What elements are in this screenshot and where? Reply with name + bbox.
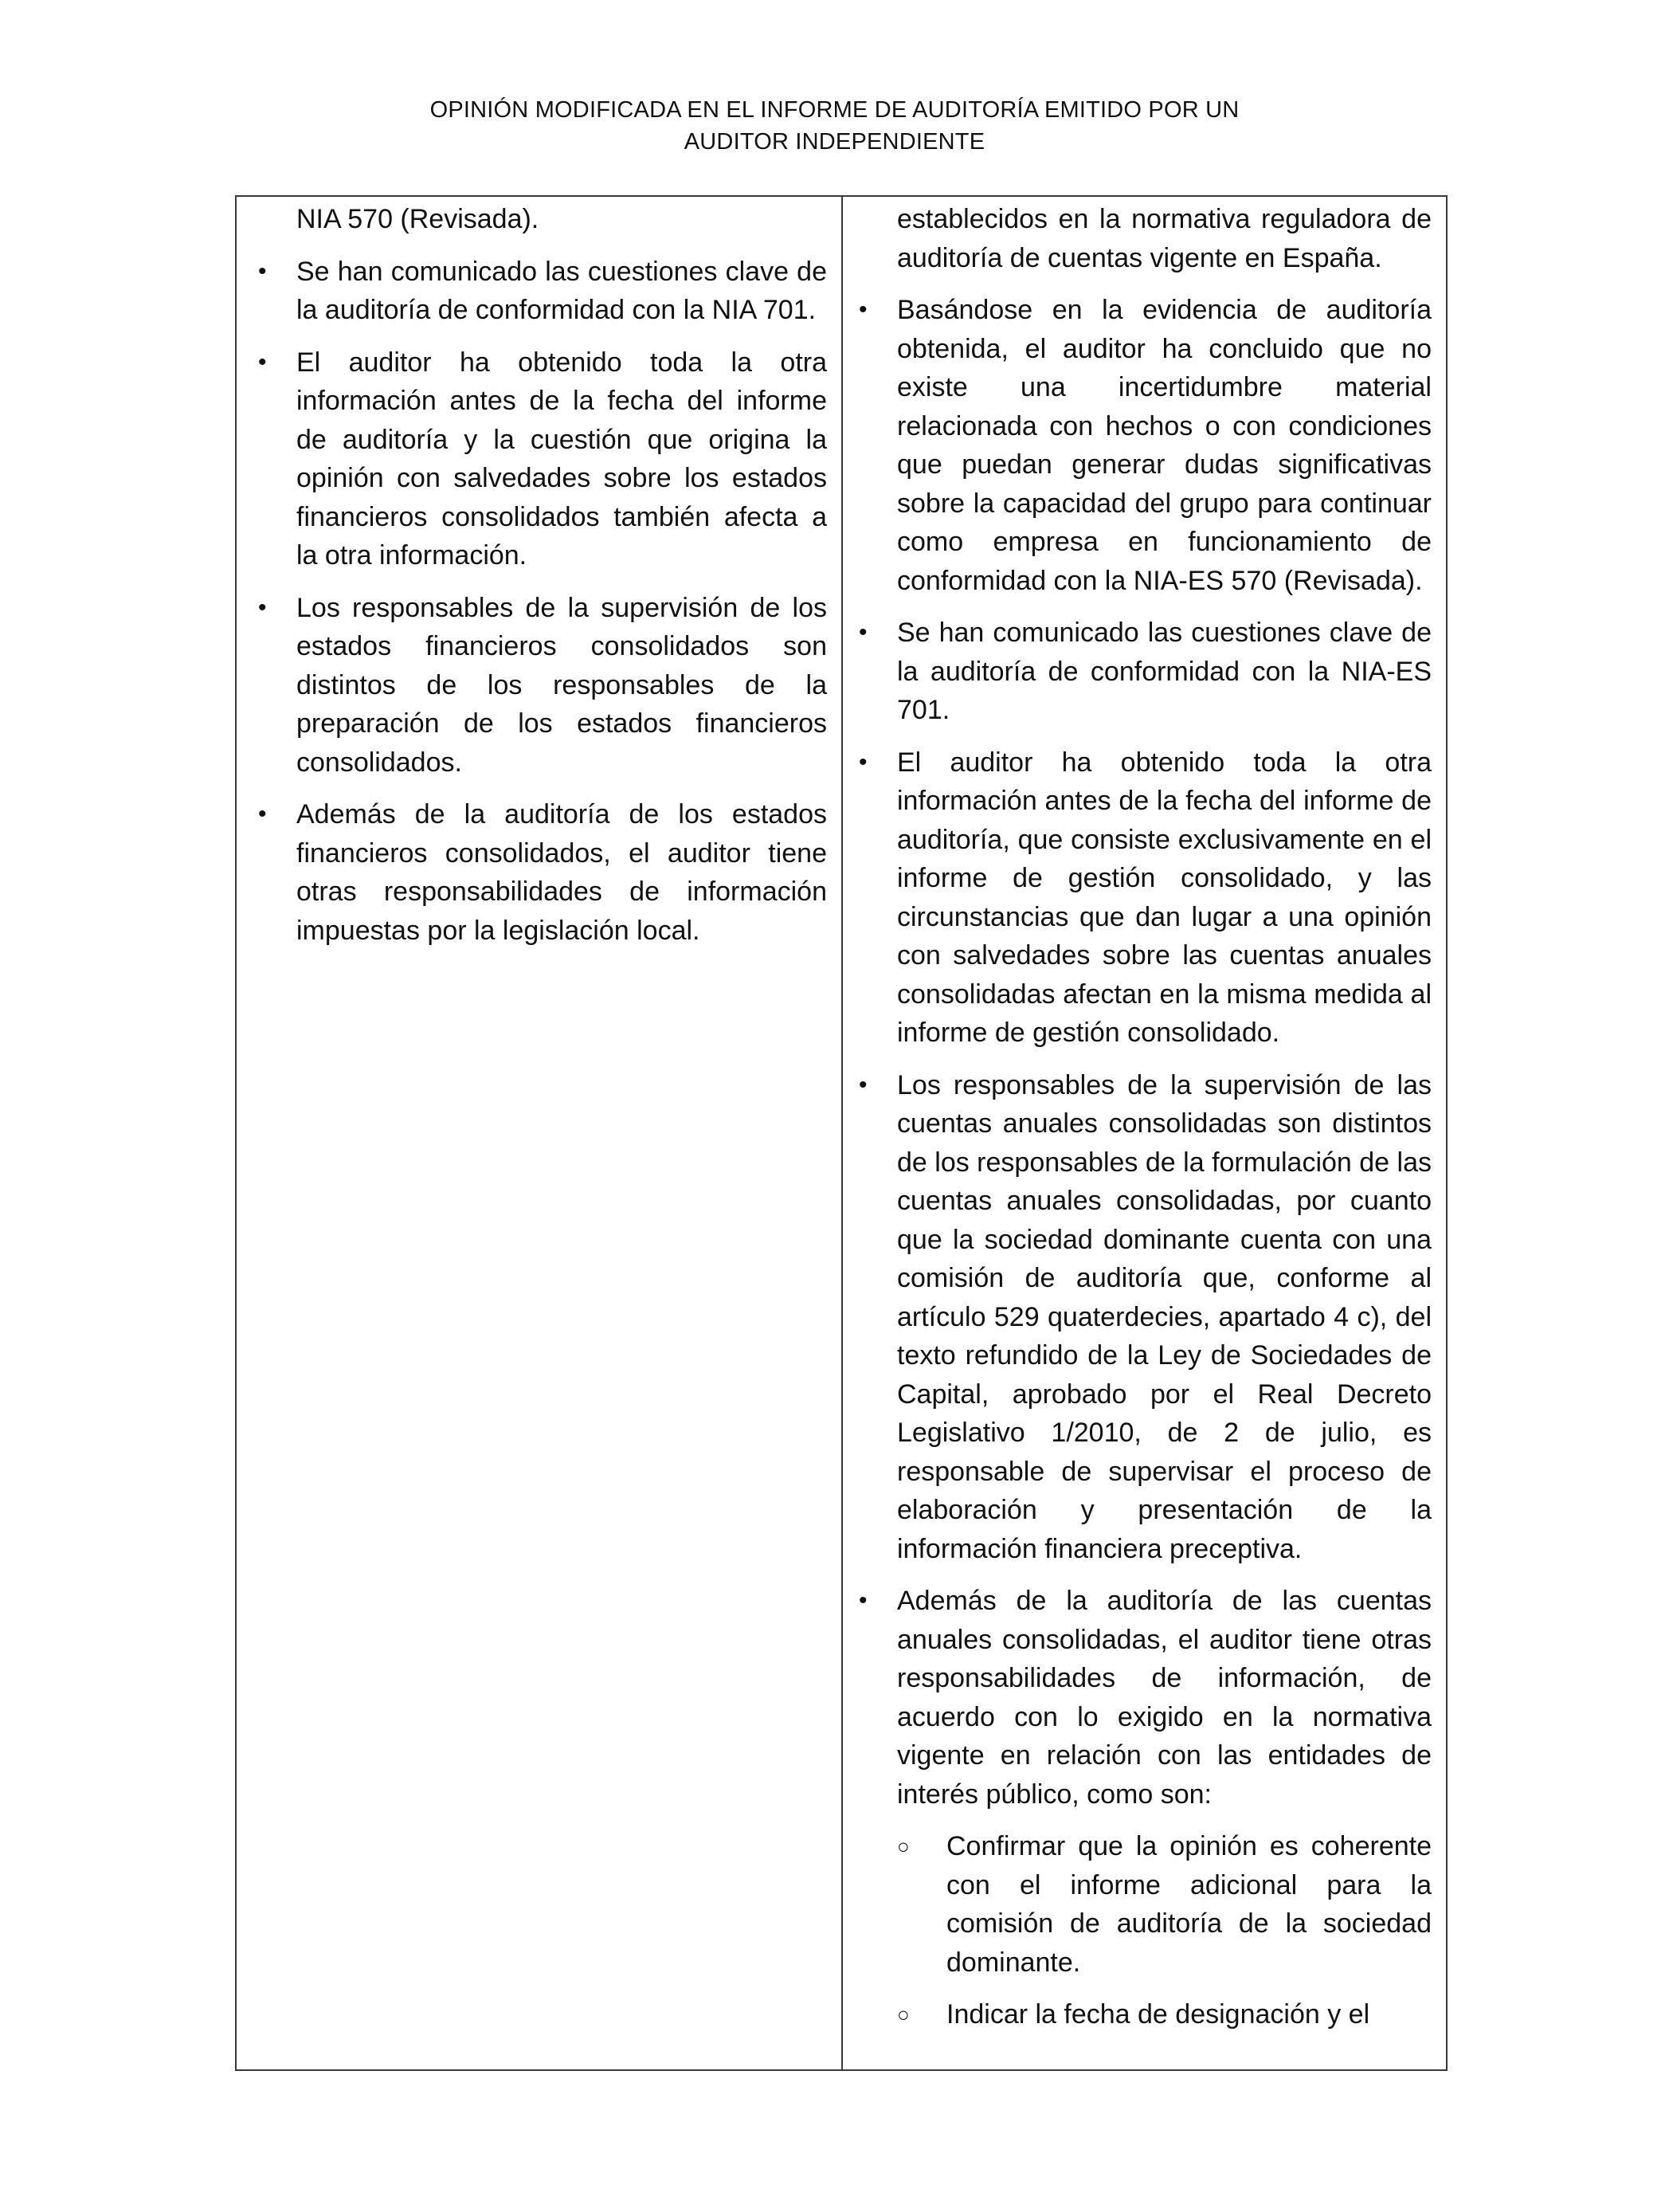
bullet-icon: •: [258, 257, 267, 284]
left-continuation-text: NIA 570 (Revisada).: [296, 204, 539, 234]
right-list-item: [859, 614, 1432, 730]
right-list-item: [859, 743, 1432, 1053]
header-title-line-1: OPINIÓN MODIFICADA EN EL INFORME DE AUDITORÍA EMITIDO POR UN: [429, 97, 1240, 123]
left-item-text: Además de la auditoría de los estados financieros consolidados, el auditor tiene otras responsabilidades de información impuestas por la legislación local.: [296, 799, 827, 946]
left-item-text: Los responsables de la supervisión de los estados financieros consolidados son distintos de los responsables de la preparación de los estados financieros consolidados.: [296, 592, 827, 778]
bullet-icon: •: [859, 619, 868, 645]
left-list-item: [258, 589, 827, 782]
bullet-icon: •: [258, 594, 267, 621]
right-sub-item-text: Indicar la fecha de designación y el: [946, 1999, 1370, 2030]
comparison-table: [235, 195, 1448, 2071]
right-sub-item: [897, 1995, 1432, 2034]
right-sub-item-text: Confirmar que la opinión es coherente con el informe adicional para la comisión de auditoría de la sociedad dominante.: [946, 1831, 1432, 1978]
right-column: [843, 197, 1446, 2069]
bullet-icon: •: [258, 348, 267, 375]
right-list-item: [859, 1066, 1432, 1569]
bullet-icon: •: [859, 1587, 868, 1614]
left-list-item: [258, 253, 827, 330]
right-item-text: El auditor ha obtenido toda la otra información antes de la fecha del informe de auditoría, que consiste exclusivamente en el informe de gestión consolidado, y las circunstancias que dan lugar a una opinión con salvedades sobre las cuentas anuales consolidadas afectan en la misma medida al informe de gestión consolidado.: [897, 747, 1432, 1048]
right-list-item: [859, 1582, 1432, 1814]
circle-bullet-icon: ○: [897, 1834, 910, 1858]
bullet-icon: •: [859, 748, 868, 775]
right-item-text: Además de la auditoría de las cuentas anuales consolidadas, el auditor tiene otras responsabilidades de información, de acuerdo con lo exigido en la normativa vigente en relación con las entidades de interés público, como son:: [897, 1586, 1432, 1810]
right-continuation-text: establecidos en la normativa reguladora de auditoría de cuentas vigente en España.: [897, 204, 1432, 273]
left-list-item: [258, 795, 827, 950]
right-item-text: Basándose en la evidencia de auditoría obtenida, el auditor ha concluido que no existe una incertidumbre material relacionada con hechos o con condiciones que puedan generar dudas significativas sobre la capacidad del grupo para continuar como empresa en funcionamiento de conformidad con la NIA-ES 570 (Revisada).: [897, 295, 1432, 596]
bullet-icon: •: [859, 1071, 868, 1098]
page-header: [0, 94, 1669, 158]
right-list-item: [859, 291, 1432, 600]
bullet-icon: •: [258, 801, 267, 827]
bullet-icon: •: [859, 296, 868, 323]
left-item-text: Se han comunicado las cuestiones clave de la auditoría de conformidad con la NIA 701.: [296, 256, 827, 325]
left-list-item: [258, 343, 827, 575]
right-item-text: Se han comunicado las cuestiones clave de la auditoría de conformidad con la NIA-ES 701.: [897, 618, 1432, 725]
circle-bullet-icon: ○: [897, 2002, 910, 2026]
left-column: [237, 197, 843, 2069]
right-sub-list: [897, 1827, 1432, 2034]
header-title-line-2: AUDITOR INDEPENDIENTE: [684, 129, 985, 155]
right-item-text: Los responsables de la supervisión de las cuentas anuales consolidadas son distintos de los responsables de la formulación de las cuentas anuales consolidadas, por cuanto que la sociedad dominante cuenta con una comisión de auditoría que, conforme al artículo 529 quaterdecies, apartado 4 c), del texto refundido de la Ley de Sociedades de Capital, aprobado por el Real Decreto Legislativo 1/2010, de 2 de julio, es responsable de supervisar el proceso de elaboración y presentación de la información financiera preceptiva.: [897, 1069, 1432, 1564]
right-sub-item: [897, 1827, 1432, 1982]
left-item-text: El auditor ha obtenido toda la otra información antes de la fecha del informe de auditoría y la cuestión que origina la opinión con salvedades sobre los estados financieros consolidados también afecta a la otra información.: [296, 347, 827, 571]
